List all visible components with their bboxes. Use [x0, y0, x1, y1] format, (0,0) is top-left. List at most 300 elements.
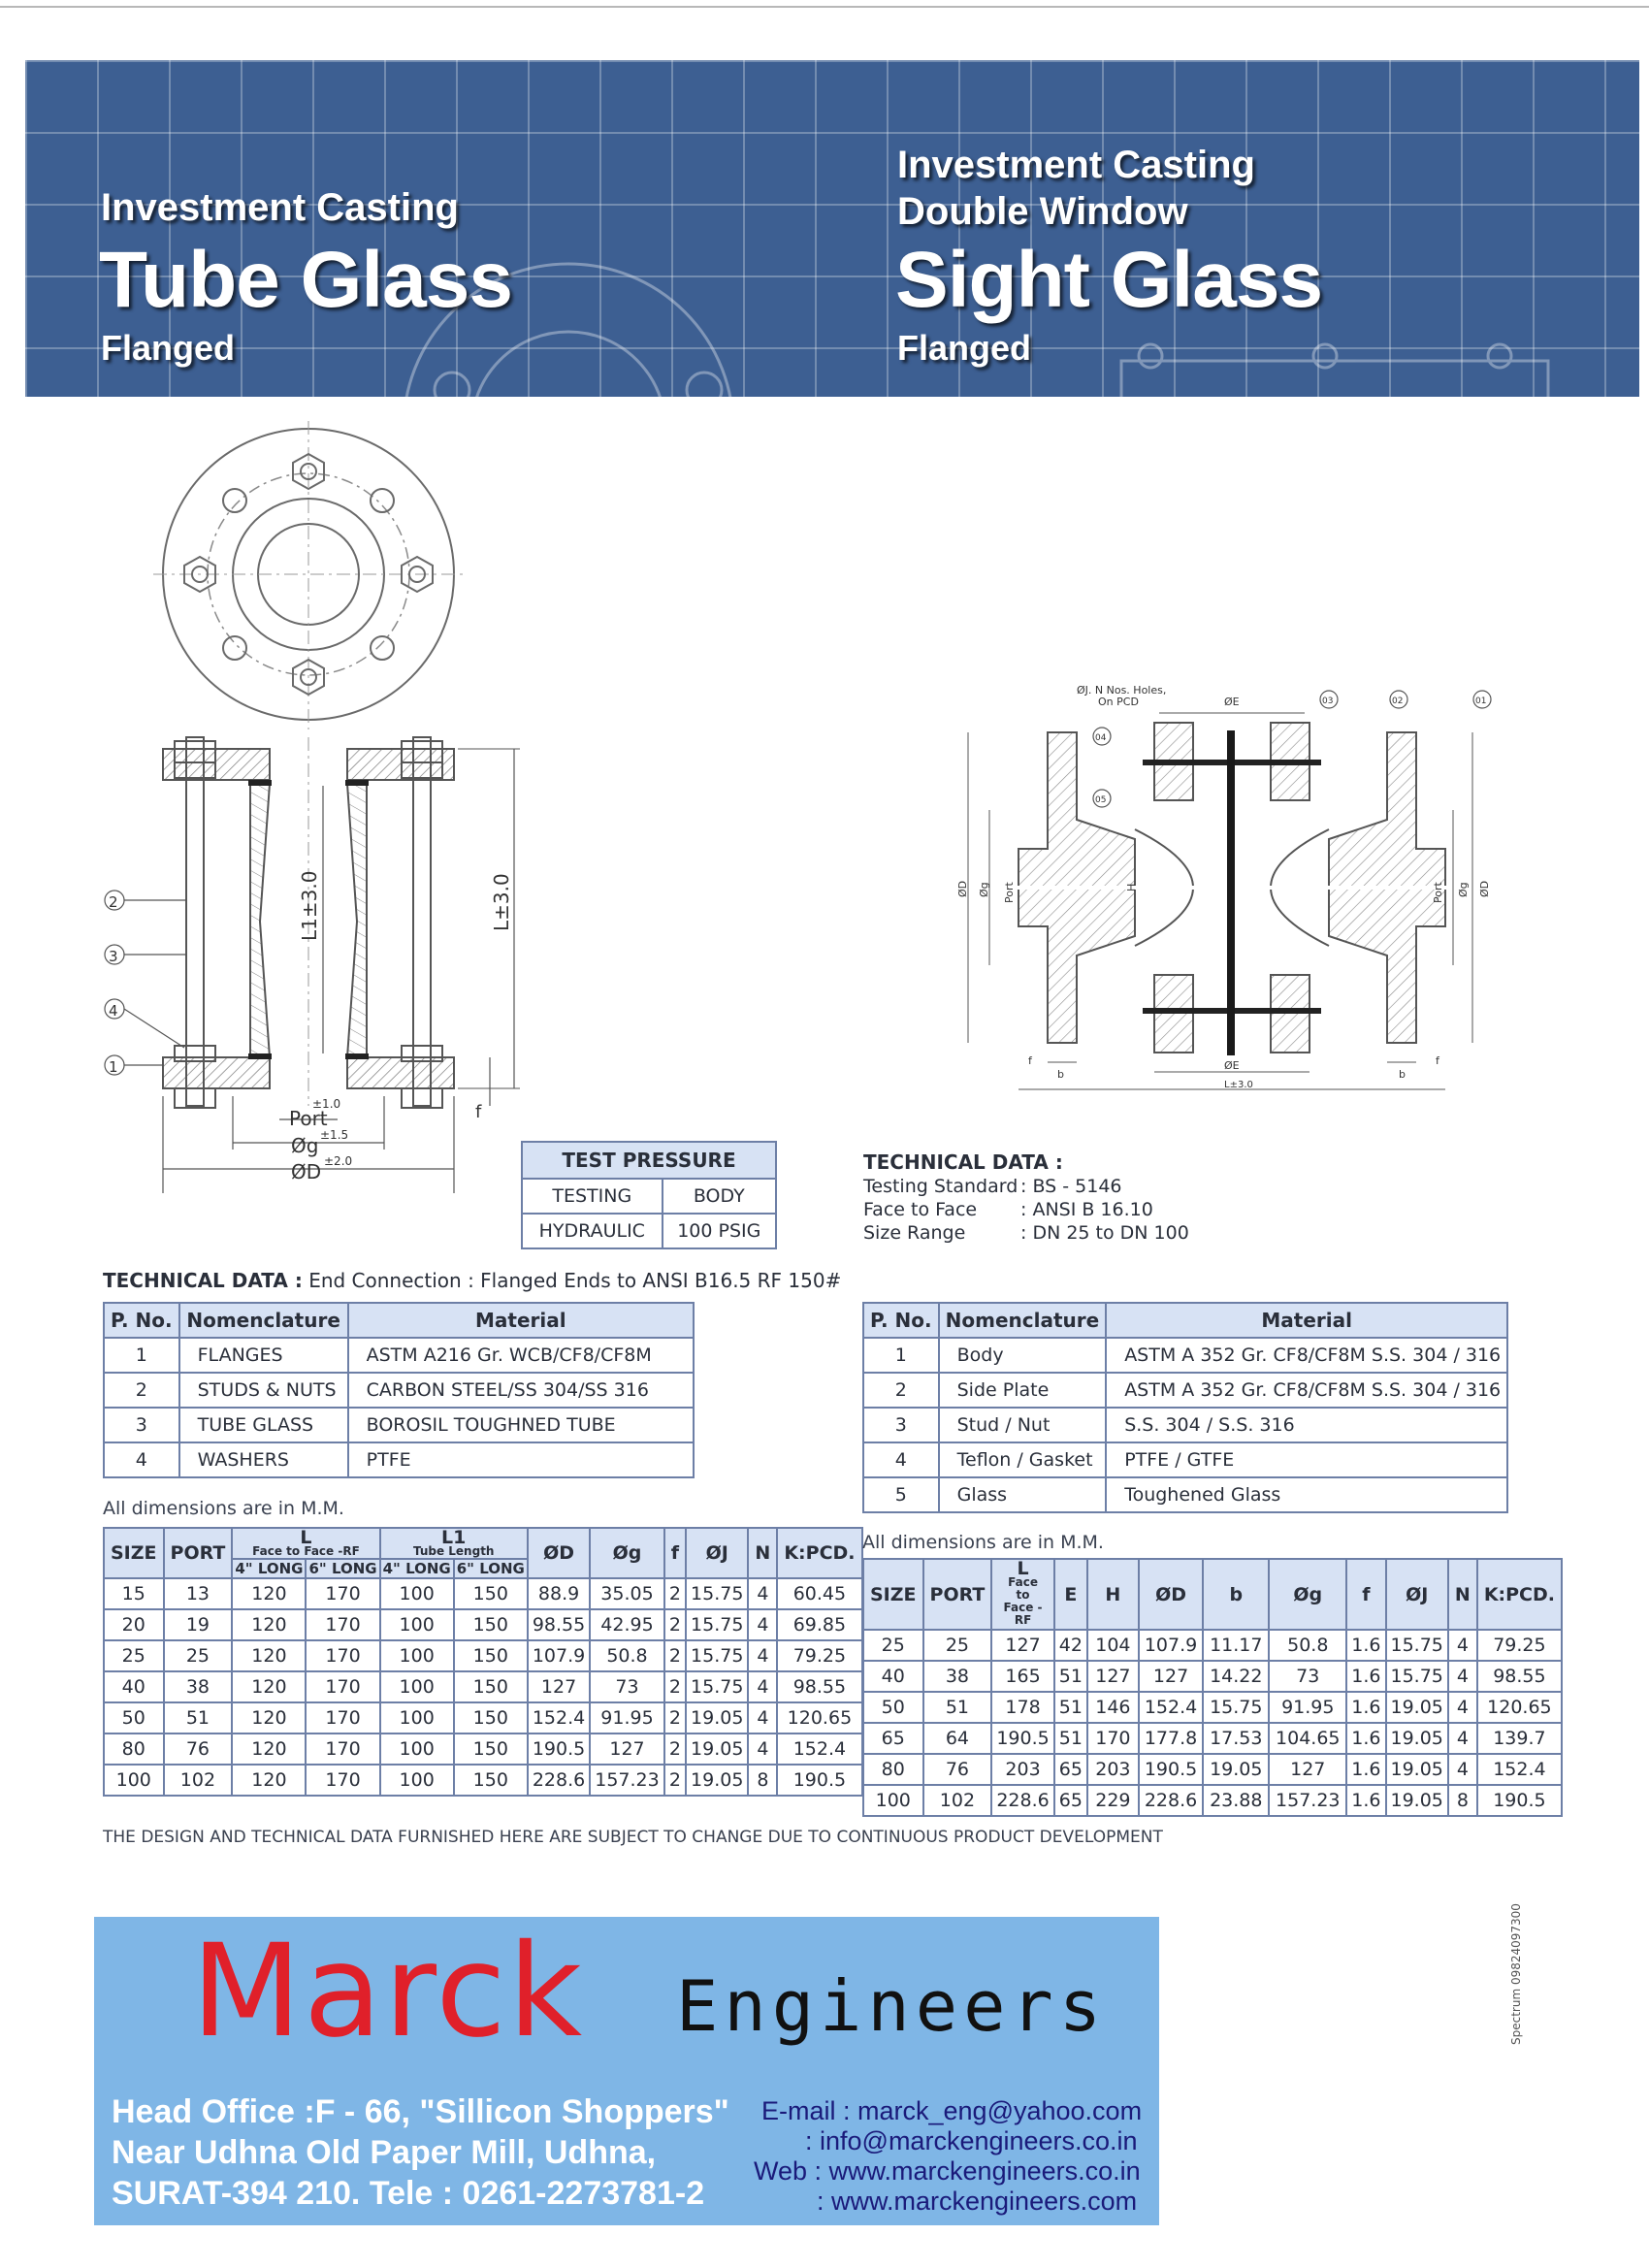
table-cell: 178 — [991, 1692, 1053, 1723]
table-cell: 15.75 — [686, 1609, 748, 1640]
table-cell: 19.05 — [1386, 1692, 1448, 1723]
table-cell: Glass — [939, 1477, 1107, 1512]
brand-marck: Marck — [191, 1917, 585, 2066]
l-right-label: L±3.0 — [1224, 1080, 1253, 1090]
table-cell: 120 — [232, 1609, 306, 1640]
table-cell: 190.5 — [1477, 1785, 1562, 1816]
table-cell: 88.9 — [528, 1578, 590, 1609]
col-l: L — [1017, 1558, 1029, 1579]
col-og: Øg — [590, 1528, 663, 1578]
table-cell: 1.6 — [1346, 1661, 1385, 1692]
sight-glass-ghost-graphic — [1092, 322, 1577, 400]
table-row — [863, 1477, 1507, 1512]
table-cell: 80 — [104, 1733, 164, 1765]
table-cell: STUDS & NUTS — [179, 1373, 348, 1408]
table-cell: 2 — [664, 1640, 686, 1671]
og-left-label: Øg — [978, 882, 990, 897]
table-cell: 127 — [1087, 1661, 1139, 1692]
table-cell: 203 — [991, 1754, 1053, 1785]
oj-holes-label: ØJ. N Nos. Holes, — [1077, 684, 1167, 697]
col-l: L — [300, 1527, 312, 1548]
table-cell: 15.75 — [1386, 1630, 1448, 1661]
table-row — [863, 1373, 1507, 1408]
table-cell: 102 — [164, 1765, 233, 1796]
table-cell: 19 — [164, 1609, 233, 1640]
col-pno: P. No. — [104, 1303, 179, 1338]
email-2[interactable]: : info@marckengineers.co.in — [805, 2126, 1138, 2155]
table-cell: 19.05 — [686, 1733, 748, 1765]
table-row — [104, 1640, 862, 1671]
callout-03: 03 — [1322, 697, 1334, 706]
table-cell: 1.6 — [1346, 1692, 1385, 1723]
og-right-label: Øg — [1457, 882, 1470, 897]
table-cell: 1 — [104, 1338, 179, 1373]
col-nomenclature: Nomenclature — [939, 1303, 1107, 1338]
table-cell: 100 — [863, 1785, 923, 1816]
table-cell: 51 — [164, 1702, 233, 1733]
table-cell: 51 — [1054, 1661, 1087, 1692]
col-material: Material — [348, 1303, 694, 1338]
table-cell: 2 — [664, 1609, 686, 1640]
callout-04: 04 — [1095, 733, 1107, 743]
col-l1-6in: 6" LONG — [454, 1559, 528, 1578]
port-label: Port — [289, 1107, 328, 1130]
callout-1: 1 — [109, 1058, 118, 1076]
table-cell: 150 — [454, 1765, 528, 1796]
table-cell: 8 — [748, 1765, 777, 1796]
disclaimer: THE DESIGN AND TECHNICAL DATA FURNISHED HERE ARE SUBJECT TO CHANGE DUE TO CONTINUOUS PRODUCT DEVELOPMENT — [103, 1828, 1163, 1847]
table-cell: 38 — [164, 1671, 233, 1702]
right-banner-flanged: Flanged — [897, 328, 1032, 368]
table-cell: 15 — [104, 1578, 164, 1609]
table-cell: 76 — [164, 1733, 233, 1765]
table-cell: 40 — [863, 1661, 923, 1692]
oe-bottom-label: ØE — [1224, 1059, 1240, 1072]
table-cell: 190.5 — [528, 1733, 590, 1765]
f-label: f — [475, 1102, 482, 1122]
table-cell: 146 — [1087, 1692, 1139, 1723]
table-cell: 80 — [863, 1754, 923, 1785]
col-n: N — [748, 1528, 777, 1578]
table-cell: 8 — [1448, 1785, 1477, 1816]
col-pno: P. No. — [863, 1303, 939, 1338]
table-row — [104, 1671, 862, 1702]
right-banner-subtitle-2: Double Window — [897, 190, 1188, 233]
od-tolerance: ±2.0 — [324, 1154, 353, 1168]
left-tech-text: End Connection : Flanged Ends to ANSI B16.5 RF 150# — [308, 1269, 842, 1292]
table-cell: 170 — [1087, 1723, 1139, 1754]
left-tech-line — [103, 1269, 841, 1292]
table-cell: 2 — [664, 1671, 686, 1702]
left-dimensions-table — [103, 1527, 863, 1797]
right-dims-note: All dimensions are in M.M. — [862, 1532, 1104, 1553]
col-oj: ØJ — [1386, 1559, 1448, 1630]
table-cell: 19.05 — [1386, 1754, 1448, 1785]
table-cell: 190.5 — [1139, 1754, 1203, 1785]
right-dimensions-table — [862, 1558, 1563, 1817]
table-cell: 152.4 — [1139, 1692, 1203, 1723]
table-cell: 127 — [1139, 1661, 1203, 1692]
table-cell: 65 — [863, 1723, 923, 1754]
table-cell: 100 — [380, 1733, 454, 1765]
table-cell: 1.6 — [1346, 1723, 1385, 1754]
table-cell: 100 PSIG — [663, 1214, 776, 1248]
table-cell: 100 — [380, 1609, 454, 1640]
table-cell: 150 — [454, 1609, 528, 1640]
col-kpcd: K:PCD. — [777, 1528, 861, 1578]
table-cell: 120 — [232, 1733, 306, 1765]
table-cell: 50 — [104, 1702, 164, 1733]
table-cell: 50.8 — [1269, 1630, 1346, 1661]
table-cell: 25 — [923, 1630, 992, 1661]
table-cell: 73 — [1269, 1661, 1346, 1692]
callout-01: 01 — [1475, 697, 1487, 706]
table-cell: 79.25 — [777, 1640, 861, 1671]
col-port: PORT — [923, 1559, 992, 1630]
l1-dimension-label: L1±3.0 — [298, 870, 321, 941]
table-cell: 152.4 — [1477, 1754, 1562, 1785]
table-cell: 51 — [1054, 1723, 1087, 1754]
table-cell: 98.55 — [777, 1671, 861, 1702]
table-cell: 98.55 — [1477, 1661, 1562, 1692]
table-cell: 4 — [1448, 1630, 1477, 1661]
table-cell: 152.4 — [528, 1702, 590, 1733]
table-cell: 170 — [306, 1765, 379, 1796]
table-cell: 40 — [104, 1671, 164, 1702]
table-cell: 177.8 — [1139, 1723, 1203, 1754]
table-cell: 19.05 — [686, 1765, 748, 1796]
left-dims-note: All dimensions are in M.M. — [103, 1498, 344, 1519]
table-row — [863, 1785, 1562, 1816]
table-cell: 157.23 — [590, 1765, 663, 1796]
address-line-1: Head Office :F - 66, "Sillicon Shoppers" — [112, 2093, 729, 2130]
sight-glass-section-view — [956, 684, 1504, 1101]
table-cell: 100 — [104, 1765, 164, 1796]
table-row — [104, 1765, 862, 1796]
col-oj: ØJ — [686, 1528, 748, 1578]
table-row — [863, 1692, 1562, 1723]
table-cell: CARBON STEEL/SS 304/SS 316 — [348, 1373, 694, 1408]
right-tech-title: TECHNICAL DATA : — [863, 1150, 1063, 1174]
table-cell: 76 — [923, 1754, 992, 1785]
table-cell: 15.75 — [686, 1578, 748, 1609]
table-cell: 107.9 — [1139, 1630, 1203, 1661]
callout-2: 2 — [109, 893, 118, 911]
footer-card — [94, 1917, 1159, 2225]
table-cell: Teflon / Gasket — [939, 1442, 1107, 1477]
h-label: H — [1125, 883, 1138, 891]
table-cell: 19.05 — [1386, 1785, 1448, 1816]
table-cell: 170 — [306, 1609, 379, 1640]
table-cell: 228.6 — [991, 1785, 1053, 1816]
tech-label-face: Face to Face — [863, 1199, 978, 1220]
tech-label-standard: Testing Standard — [863, 1176, 1018, 1197]
table-cell: 15.75 — [686, 1640, 748, 1671]
table-cell: 15.75 — [1203, 1692, 1269, 1723]
table-cell: 150 — [454, 1733, 528, 1765]
table-cell: 120 — [232, 1765, 306, 1796]
table-cell: 42 — [1054, 1630, 1087, 1661]
address-line-2: Near Udhna Old Paper Mill, Udhna, — [112, 2134, 657, 2171]
table-cell: 25 — [164, 1640, 233, 1671]
table-cell: 4 — [748, 1640, 777, 1671]
port-left-label: Port — [1003, 882, 1016, 903]
table-cell: 120.65 — [1477, 1692, 1562, 1723]
col-od: ØD — [528, 1528, 590, 1578]
table-cell: 25 — [104, 1640, 164, 1671]
table-cell: 64 — [923, 1723, 992, 1754]
table-cell: TESTING — [522, 1179, 663, 1214]
table-cell: 120 — [232, 1702, 306, 1733]
callout-02: 02 — [1392, 697, 1404, 706]
table-cell: 38 — [923, 1661, 992, 1692]
table-row — [863, 1630, 1562, 1661]
col-size: SIZE — [863, 1559, 923, 1630]
table-cell: 25 — [863, 1630, 923, 1661]
col-l-4in: 4" LONG — [232, 1559, 306, 1578]
table-cell: 1.6 — [1346, 1754, 1385, 1785]
table-row — [104, 1338, 694, 1373]
table-cell: 20 — [104, 1609, 164, 1640]
table-cell: 228.6 — [528, 1765, 590, 1796]
table-row — [104, 1609, 862, 1640]
table-cell: 4 — [1448, 1661, 1477, 1692]
table-row — [104, 1408, 694, 1442]
right-banner-subtitle: Investment Casting — [897, 144, 1255, 186]
table-cell: 152.4 — [777, 1733, 861, 1765]
table-cell: HYDRAULIC — [522, 1214, 663, 1248]
right-parts-table — [862, 1302, 1508, 1513]
tech-label-size: Size Range — [863, 1222, 966, 1244]
left-banner-subtitle: Investment Casting — [101, 186, 459, 229]
tech-value-face: : ANSI B 16.10 — [1020, 1199, 1153, 1220]
table-cell: 170 — [306, 1733, 379, 1765]
table-cell: 60.45 — [777, 1578, 861, 1609]
table-cell: 3 — [104, 1408, 179, 1442]
table-cell: ASTM A 352 Gr. CF8/CF8M S.S. 304 / 316 — [1106, 1338, 1507, 1373]
table-cell: 157.23 — [1269, 1785, 1346, 1816]
table-cell: 4 — [1448, 1754, 1477, 1785]
side-credit: Spectrum 09824097300 — [1509, 1903, 1523, 2045]
callout-05: 05 — [1095, 795, 1107, 805]
f-left-label: f — [1028, 1054, 1032, 1067]
table-cell: 4 — [748, 1609, 777, 1640]
table-cell: 2 — [664, 1733, 686, 1765]
left-banner-title: Tube Glass — [99, 236, 512, 324]
table-cell: 13 — [164, 1578, 233, 1609]
table-cell: 120 — [232, 1671, 306, 1702]
test-pressure-table — [521, 1141, 777, 1249]
table-cell: 107.9 — [528, 1640, 590, 1671]
table-row — [863, 1408, 1507, 1442]
table-cell: 4 — [748, 1733, 777, 1765]
table-cell: 127 — [590, 1733, 663, 1765]
table-cell: 5 — [863, 1477, 939, 1512]
table-cell: 19.05 — [686, 1702, 748, 1733]
col-l-6in: 6" LONG — [306, 1559, 379, 1578]
col-l1: L1 — [441, 1527, 467, 1548]
col-h: H — [1087, 1559, 1139, 1630]
table-cell: 2 — [664, 1578, 686, 1609]
right-banner-title: Sight Glass — [895, 236, 1323, 324]
table-cell: 104.65 — [1269, 1723, 1346, 1754]
table-row — [104, 1733, 862, 1765]
table-cell: TUBE GLASS — [179, 1408, 348, 1442]
table-row — [863, 1723, 1562, 1754]
tech-value-size: : DN 25 to DN 100 — [1020, 1222, 1189, 1244]
table-row — [104, 1373, 694, 1408]
table-cell: 98.55 — [528, 1609, 590, 1640]
callout-3: 3 — [109, 948, 118, 965]
table-cell: 4 — [1448, 1723, 1477, 1754]
table-cell: FLANGES — [179, 1338, 348, 1373]
table-cell: 150 — [454, 1640, 528, 1671]
table-cell: 91.95 — [1269, 1692, 1346, 1723]
table-cell: Toughened Glass — [1106, 1477, 1507, 1512]
col-f: f — [664, 1528, 686, 1578]
callout-4: 4 — [109, 1002, 118, 1020]
table-cell: 170 — [306, 1671, 379, 1702]
b-left-label: b — [1057, 1068, 1064, 1081]
table-cell: 120.65 — [777, 1702, 861, 1733]
table-cell: 120 — [232, 1640, 306, 1671]
table-row — [104, 1442, 694, 1477]
og-tolerance: ±1.5 — [320, 1128, 349, 1142]
table-cell: 17.53 — [1203, 1723, 1269, 1754]
col-kpcd: K:PCD. — [1477, 1559, 1562, 1630]
left-banner-flanged: Flanged — [101, 328, 236, 368]
table-cell: 2 — [664, 1765, 686, 1796]
table-cell: 4 — [748, 1671, 777, 1702]
oe-top-label: ØE — [1224, 696, 1240, 708]
table-cell: 203 — [1087, 1754, 1139, 1785]
table-cell: 11.17 — [1203, 1630, 1269, 1661]
table-cell: ASTM A 352 Gr. CF8/CF8M S.S. 304 / 316 — [1106, 1373, 1507, 1408]
col-e: E — [1054, 1559, 1087, 1630]
table-cell: 100 — [380, 1765, 454, 1796]
table-cell: 15.75 — [1386, 1661, 1448, 1692]
table-cell: Side Plate — [939, 1373, 1107, 1408]
col-og: Øg — [1269, 1559, 1346, 1630]
on-pcd-label: On PCD — [1098, 696, 1139, 708]
l-dimension-label: L±3.0 — [490, 873, 513, 931]
table-cell: 73 — [590, 1671, 663, 1702]
table-cell: 170 — [306, 1702, 379, 1733]
table-cell: 2 — [664, 1702, 686, 1733]
table-cell: 42.95 — [590, 1609, 663, 1640]
table-cell: 14.22 — [1203, 1661, 1269, 1692]
port-tolerance: ±1.0 — [312, 1097, 341, 1111]
table-cell: 228.6 — [1139, 1785, 1203, 1816]
table-cell: 100 — [380, 1640, 454, 1671]
port-right-label: Port — [1432, 882, 1444, 903]
top-rule — [0, 6, 1649, 8]
table-cell: 150 — [454, 1578, 528, 1609]
table-cell: 2 — [863, 1373, 939, 1408]
table-cell: BOROSIL TOUGHNED TUBE — [348, 1408, 694, 1442]
table-cell: S.S. 304 / S.S. 316 — [1106, 1408, 1507, 1442]
table-cell: Body — [939, 1338, 1107, 1373]
col-f: f — [1346, 1559, 1385, 1630]
od-label: ØD — [291, 1160, 322, 1183]
table-cell: 150 — [454, 1702, 528, 1733]
table-cell: 127 — [991, 1630, 1053, 1661]
table-row — [863, 1661, 1562, 1692]
table-cell: 51 — [923, 1692, 992, 1723]
table-cell: 120 — [232, 1578, 306, 1609]
table-row — [863, 1754, 1562, 1785]
table-cell: 50 — [863, 1692, 923, 1723]
col-l1-sub: Tube Length — [412, 1544, 495, 1558]
table-row — [863, 1442, 1507, 1477]
table-cell: 102 — [923, 1785, 992, 1816]
b-right-label: b — [1399, 1068, 1406, 1081]
col-port: PORT — [164, 1528, 233, 1578]
table-cell: 15.75 — [686, 1671, 748, 1702]
table-cell: 190.5 — [777, 1765, 861, 1796]
col-l1-4in: 4" LONG — [380, 1559, 454, 1578]
table-cell: ASTM A216 Gr. WCB/CF8/CF8M — [348, 1338, 694, 1373]
table-cell: 69.85 — [777, 1609, 861, 1640]
table-cell: Stud / Nut — [939, 1408, 1107, 1442]
table-cell: 139.7 — [1477, 1723, 1562, 1754]
table-cell: 79.25 — [1477, 1630, 1562, 1661]
table-cell: 104 — [1087, 1630, 1139, 1661]
col-l-sub: Face to Face -RF — [252, 1544, 360, 1558]
table-cell: 51 — [1054, 1692, 1087, 1723]
table-cell: 50.8 — [590, 1640, 663, 1671]
table-row — [104, 1702, 862, 1733]
col-l-sub: Face to Face -RF — [1003, 1575, 1043, 1627]
og-label: Øg — [291, 1134, 319, 1157]
table-cell: 170 — [306, 1640, 379, 1671]
table-cell: 100 — [380, 1702, 454, 1733]
od-right-label: ØD — [1478, 880, 1491, 897]
table-cell: 1.6 — [1346, 1630, 1385, 1661]
f-right-label: f — [1436, 1054, 1439, 1067]
web-2[interactable]: : www.marckengineers.com — [817, 2187, 1138, 2216]
table-cell: 100 — [380, 1671, 454, 1702]
left-tech-title: TECHNICAL DATA : — [103, 1269, 303, 1292]
table-row — [104, 1578, 862, 1609]
od-left-label: ØD — [956, 880, 969, 897]
table-cell: 23.88 — [1203, 1785, 1269, 1816]
brand-engineers: Engineers — [676, 1965, 1108, 2047]
web-1[interactable]: Web : www.marckengineers.co.in — [754, 2156, 1141, 2186]
right-dims-body — [863, 1630, 1562, 1816]
table-cell: 65 — [1054, 1754, 1087, 1785]
table-cell: 35.05 — [590, 1578, 663, 1609]
email-1[interactable]: E-mail : marck_eng@yahoo.com — [761, 2096, 1143, 2125]
table-cell: 19.05 — [1386, 1723, 1448, 1754]
table-cell: 3 — [863, 1408, 939, 1442]
tube-glass-section-view — [97, 737, 553, 1203]
table-cell: 1.6 — [1346, 1785, 1385, 1816]
col-b: b — [1203, 1559, 1269, 1630]
test-pressure-title: TEST PRESSURE — [522, 1142, 776, 1179]
table-cell: 190.5 — [991, 1723, 1053, 1754]
table-cell: 19.05 — [1203, 1754, 1269, 1785]
col-nomenclature: Nomenclature — [179, 1303, 348, 1338]
table-cell: PTFE / GTFE — [1106, 1442, 1507, 1477]
table-cell: 4 — [1448, 1692, 1477, 1723]
table-cell: 4 — [748, 1702, 777, 1733]
left-parts-table — [103, 1302, 695, 1478]
tube-glass-flange-top-view — [146, 417, 475, 737]
table-cell: 65 — [1054, 1785, 1087, 1816]
table-cell: 100 — [380, 1578, 454, 1609]
left-dims-body — [104, 1578, 862, 1796]
